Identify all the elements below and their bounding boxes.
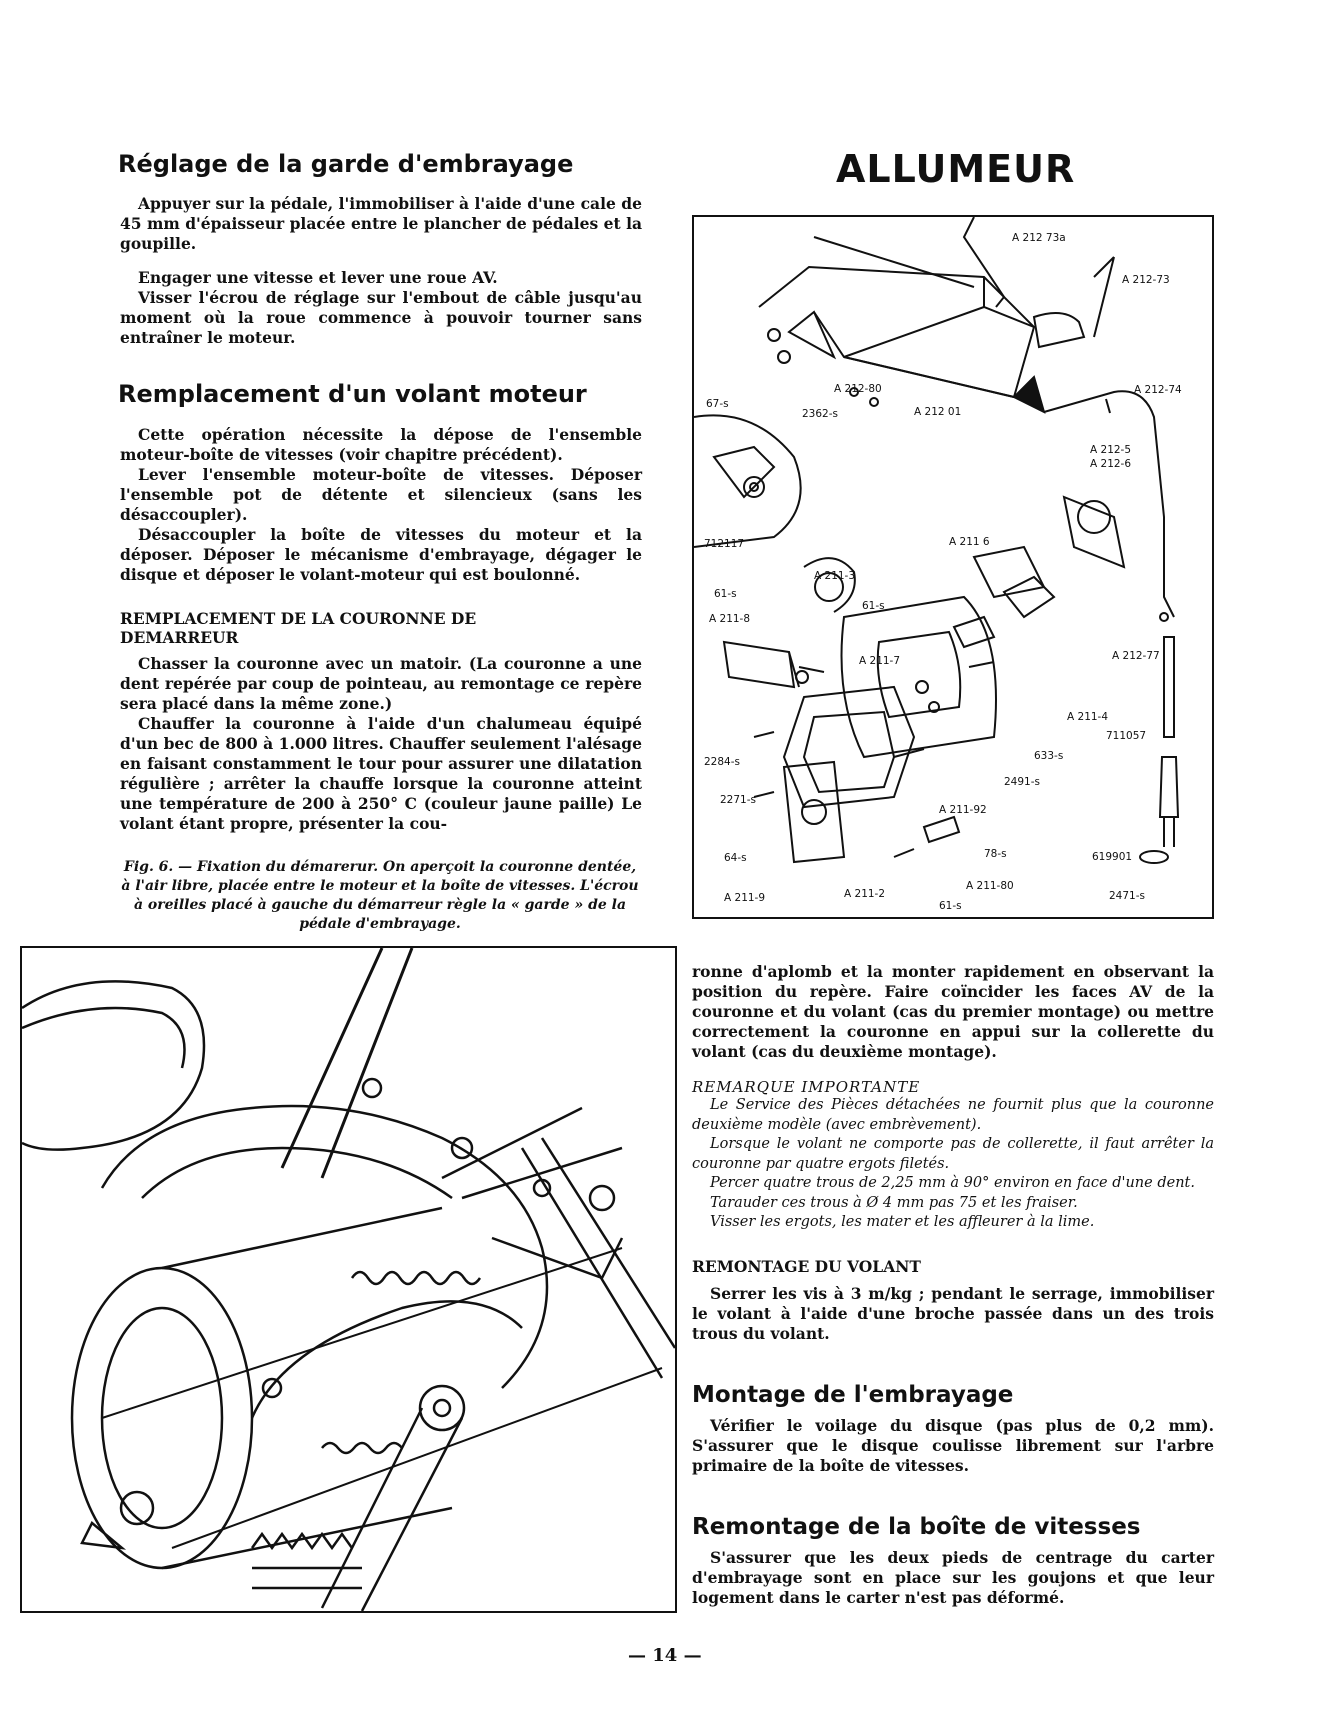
heading-reglage-garde: Réglage de la garde d'embrayage [118,150,574,178]
label-2284s: 2284-s [704,756,740,768]
label-a21273: A 212-73 [1122,274,1170,286]
paragraph-verifier: Vérifier le voilage du disque (pas plus de 0,2 mm). S'assurer que le disque coulisse librement sur l'arbre primaire de la boîte de vitesses. [692,1415,1214,1475]
label-a2117: A 211-7 [859,655,901,667]
label-a2119: A 211-9 [724,892,766,904]
label-a21273a: A 212 73a [1012,232,1066,244]
starter-drawing [22,948,675,1611]
paragraph-chasser: Chasser la couronne avec un matoir. (La couronne a une dent repérée par coup de pointeau, au remontage ce repère sera placé dans la même zone.) [120,654,642,713]
label-61s-c: 61-s [939,900,962,912]
label-78s: 78-s [984,848,1007,860]
label-619901: 619901 [1092,851,1133,863]
figure-caption [120,858,640,934]
page-number: — 14 — [628,1645,702,1666]
remark-line-4: Tarauder ces trous à Ø 4 mm pas 75 et les fraiser. [710,1194,1078,1211]
label-a21180: A 211-80 [966,880,1014,892]
paragraph-cette-operation: Cette opération nécessite la dépose de l'ensemble moteur-boîte de vitesses (voir chapitre précédent). [120,425,642,464]
label-61s-a: 61-s [714,588,737,600]
label-67s: 67-s [706,398,729,410]
label-a2116: A 211 6 [949,536,990,548]
paragraph-serrer: Serrer les vis à 3 m/kg ; pendant le serrage, immobiliser le volant à l'aide d'une broche passée dans un des trois trous du volant. [692,1283,1214,1343]
label-711057: 711057 [1106,730,1147,742]
paragraph-s-assurer: S'assurer que les deux pieds de centrage du carter d'embrayage sont en place sur les goujons et que leur logement dans le carter n'est pas déformé. [692,1547,1214,1607]
label-712117: 712117 [704,538,745,550]
label-a2125: A 212-5 [1090,444,1132,456]
label-a21277: A 212-77 [1112,650,1160,662]
heading-montage-embrayage: Montage de l'embrayage [692,1381,1014,1408]
heading-remplacement-volant: Remplacement d'un volant moteur [118,380,587,408]
label-a2118: A 211-8 [709,613,751,625]
figure-allumeur-exploded [692,215,1214,919]
caption-text: Fig. 6. — Fixation du démarerur. On aperçoit la couronne dentée, à l'air libre, placée entre le moteur et la boîte de vitesses. L'écrou à oreilles placé à gauche du démarreur règle la « garde » de la pédale d'embrayage. [121,859,639,932]
remark-line-1: Le Service des Pièces détachées ne fournit plus que la couronne deuxième modèle (avec embrèvement). [692,1097,1214,1133]
left-column-block2 [120,425,642,585]
paragraph-ronne-aplomb: ronne d'aplomb et la monter rapidement en observant la position du repère. Faire coïncider les faces AV de la couronne et du volant (cas du premier montage) ou mettre correctement la couronne en appui sur la collerette du volant (cas du deuxième montage). [692,962,1214,1061]
label-a2114: A 211-4 [1067,711,1109,723]
right-column-text [692,962,1214,1608]
label-2271s: 2271-s [720,794,756,806]
label-2362s: 2362-s [802,408,838,420]
label-61s-b: 61-s [862,600,885,612]
heading-remplacement-couronne: REMPLACEMENT DE LA COURONNE DE DEMARREUR [120,609,477,647]
label-633s: 633-s [1034,750,1064,762]
label-a2113: A 211-3 [814,570,856,582]
paragraph-engager: Engager une vitesse et lever une roue AV. [138,268,498,287]
label-64s: 64-s [724,852,747,864]
heading-allumeur: ALLUMEUR [836,147,1076,191]
paragraph-lever: Lever l'ensemble moteur-boîte de vitesses. Déposer l'ensemble pot de détente et silencieux (sans les désaccoupler). [120,465,642,524]
label-a21201: A 212 01 [914,406,962,418]
label-a21280: A 212-80 [834,383,882,395]
heading-remontage-volant: REMONTAGE DU VOLANT [692,1256,921,1276]
left-column-block1 [120,194,642,348]
label-2471s: 2471-s [1109,890,1145,902]
paragraph-visser: Visser l'écrou de réglage sur l'embout de câble jusqu'au moment où la roue commence à pouvoir tourner sans entraîner le moteur. [120,288,642,347]
remark-line-3: Percer quatre trous de 2,25 mm à 90° environ en face d'une dent. [710,1175,1195,1191]
left-column-block3 [120,654,642,834]
label-a2126: A 212-6 [1090,458,1132,470]
label-2491s: 2491-s [1004,776,1040,788]
label-a2112: A 211-2 [844,888,886,900]
paragraph-desaccoupler: Désaccoupler la boîte de vitesses du moteur et la déposer. Déposer le mécanisme d'embrayage, dégager le disque et déposer le volant-moteur qui est boulonné. [120,525,642,584]
paragraph-chauffer: Chauffer la couronne à l'aide d'un chalumeau équipé d'un bec de 800 à 1.000 litres. Chauffer seulement l'alésage en faisant constamment le tour pour assurer une dilatation régulière ; arrêter la chauffe lorsque la couronne atteint une température de 200 à 250° C (couleur jaune paille) Le volant étant propre, présenter la cou- [120,714,642,833]
figure-starter-illustration [20,946,677,1613]
remark-line-2: Lorsque le volant ne comporte pas de collerette, il faut arrêter la couronne par quatre ergots filetés. [692,1136,1214,1172]
label-a21274: A 212-74 [1134,384,1182,396]
heading-remontage-boite: Remontage de la boîte de vitesses [692,1513,1141,1540]
paragraph-appuyer: Appuyer sur la pédale, l'immobiliser à l'aide d'une cale de 45 mm d'épaisseur placée entre le plancher de pédales et la goupille. [120,194,642,253]
remark-title: REMARQUE IMPORTANTE [692,1078,921,1096]
allumeur-diagram [694,217,1212,917]
label-a21192: A 211-92 [939,804,987,816]
remark-line-5: Visser les ergots, les mater et les affleurer à la lime. [710,1214,1095,1230]
